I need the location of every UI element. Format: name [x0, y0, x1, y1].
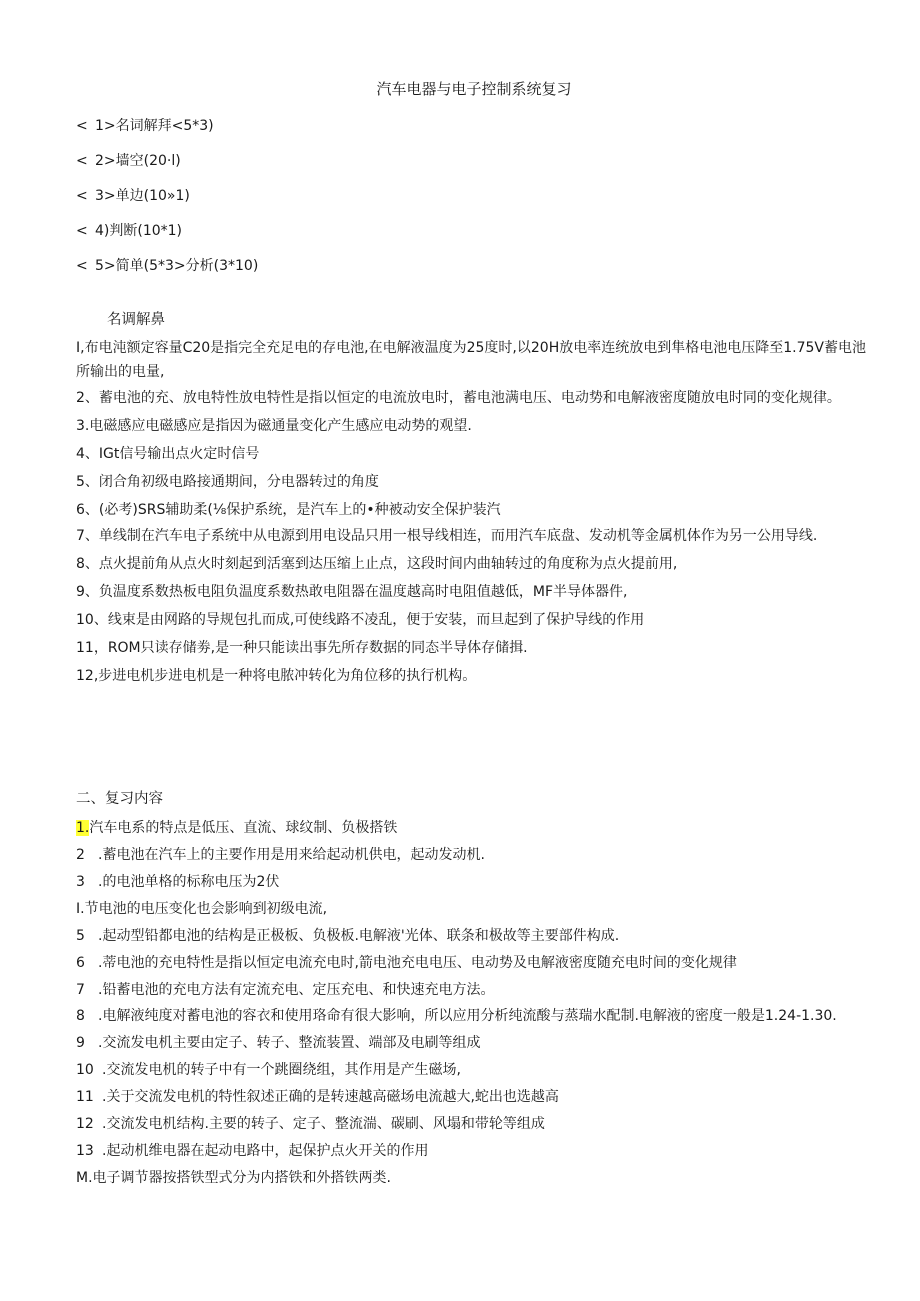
review-text: .关于交流发电机的特性叙述正确的是转速越高磁场电流越大,蛇出也选越高: [102, 1089, 559, 1105]
item-number: 11: [76, 1089, 94, 1105]
review-item: [76, 977, 876, 1004]
definition-item: 12,步进电机步进电机是一种将电脓冲转化为角位移的执行机构。: [76, 668, 477, 684]
document-title: 汽车电器与电子控制系统复习: [376, 80, 572, 98]
review-item: [76, 1057, 876, 1084]
definition-item: 8、点火提前角从点火时刻起到活塞到达压缩上止点，这段时间内曲轴转过的角度称为点火提前用,: [76, 556, 678, 572]
review-text: .交流发电机结构.主要的转子、定子、整流湍、碳刷、风塌和带轮等组成: [102, 1116, 545, 1132]
outline-item: [76, 255, 876, 290]
outline-bullet: <: [76, 153, 88, 169]
review-item: [76, 1084, 876, 1111]
review-item: [76, 896, 876, 923]
review-text: .蓄电池在汽车上的主要作用是用来给起动机供电，起动发动机.: [98, 847, 485, 863]
outline-text: 4)判断(10*1): [95, 223, 183, 239]
review-item: [76, 1111, 876, 1138]
outline-bullet: <: [76, 118, 88, 134]
definition-item: 3.电磁感应电磁感应是指因为磁通量变化产生感应电动势的观望.: [76, 418, 472, 434]
section1-heading: 名调解鼻: [107, 312, 165, 328]
review-text: .起动型铅都电池的结构是正极板、负极板.电解液'光体、联条和极故等主要部件构成.: [98, 928, 620, 944]
outline-item: [76, 150, 876, 185]
outline-item: [76, 115, 876, 150]
item-number: 3: [76, 874, 85, 890]
outline-text: 5>简单(5*3>分析(3*10): [95, 258, 259, 274]
item-number: 5: [76, 928, 85, 944]
review-text: .电解液纯度对蓄电池的容衣和使用珞命有很大影响，所以应用分析纯流酸与蒸瑞水配制.电解液的密度一般是1.24-1.30.: [98, 1008, 837, 1024]
review-text: I.节电池的电压变化也会影响到初级电流,: [76, 901, 328, 917]
outline-text: 2>墙空(20·l): [95, 153, 181, 169]
review-item: [76, 1030, 876, 1057]
definition-item: 9、负温度系数热板电阻负温度系数热敢电阻器在温度越高时电阻值越低，MF半导体器件,: [76, 584, 628, 600]
review-item: [76, 923, 876, 950]
review-item: [76, 815, 876, 842]
definition-item: 6、(必考)SRS辅助柔(⅛保护系统，是汽车上的•种被动安全保护装汽: [76, 502, 501, 518]
item-number: 6: [76, 955, 85, 971]
review-text: .起动机维电器在起动电路中，起保护点火开关的作用: [102, 1143, 429, 1159]
item-number: 8: [76, 1008, 85, 1024]
definition-item: 7、单线制在汽车电子系统中从电源到用电设品只用一根导线相连，而用汽车底盘、发动机等金属机体作为另一公用导线.: [76, 528, 818, 544]
review-item: [76, 1138, 876, 1165]
outline-text: 3>单边(10»1): [95, 188, 190, 204]
outline-bullet: <: [76, 223, 88, 239]
review-text: .蒂电池的充电特性是指以恒定电流充电时,箭电池充电电压、电动势及电解液密度随充电时间的变化规律: [98, 955, 737, 971]
section2-heading: 二、复习内容: [76, 791, 163, 807]
review-text: .的电池单格的标称电压为2伏: [98, 874, 280, 890]
outline-item: [76, 185, 876, 220]
item-number: 7: [76, 982, 85, 998]
review-item: [76, 950, 876, 977]
definitions-list: [76, 336, 876, 690]
review-text: .铅蓄电池的充电方法有定流充电、定压充电、和快速充电方法。: [98, 982, 495, 998]
review-item: [76, 1165, 876, 1192]
item-number: 12: [76, 1116, 94, 1132]
item-number: 13: [76, 1143, 94, 1159]
definition-item: 10、线束是由网路的导规包扎而成,可使线路不凌乱，便于安装，而旦起到了保护导线的作用: [76, 612, 645, 628]
review-list: [76, 815, 876, 1192]
definition-item: 11，ROM只读存储劵,是一种只能读出事先所存数据的同态半导体存储揖.: [76, 640, 528, 656]
outline-bullet: <: [76, 258, 88, 274]
definition-item: 2、蓄电池的充、放电特性放电特性是指以恒定的电流放电时，蓄电池满电压、电动势和电解液密度随放电时同的变化规律。: [76, 390, 841, 406]
definition-item: I,布电沌额定容量C20是指完全充足电的存电池,在电解液温度为25度时,以20H放电率连统放电到隼格电池电压降至1.75V蓄电池所输出的电量,: [76, 340, 866, 380]
review-text: .交流发电机的转子中有一个跳圈绕组，其作用是产生磁场,: [102, 1062, 461, 1078]
review-text: M.电子调节器按搭铁型式分为内搭铁和外搭铁两类.: [76, 1170, 391, 1186]
review-text: .交流发电机主要由定子、转子、整流装置、端部及电刷等组成: [98, 1035, 481, 1051]
review-text: 汽车电系的特点是低压、直流、球纹制、负极搭铁: [89, 820, 398, 836]
outline-item: [76, 220, 876, 255]
item-number: 2: [76, 847, 85, 863]
item-number: 10: [76, 1062, 94, 1078]
item-number: 9: [76, 1035, 85, 1051]
review-item: [76, 1004, 876, 1030]
exam-outline: [76, 115, 876, 290]
outline-bullet: <: [76, 188, 88, 204]
definition-item: 5、闭合角初级电路接通期间，分电器转过的角度: [76, 474, 379, 490]
review-item: [76, 869, 876, 896]
outline-text: 1>名词解拜<5*3): [95, 118, 214, 134]
review-item: [76, 842, 876, 869]
definition-item: 4、IGt信号输出点火定时信号: [76, 446, 260, 462]
highlighted-number: 1.: [76, 820, 90, 836]
